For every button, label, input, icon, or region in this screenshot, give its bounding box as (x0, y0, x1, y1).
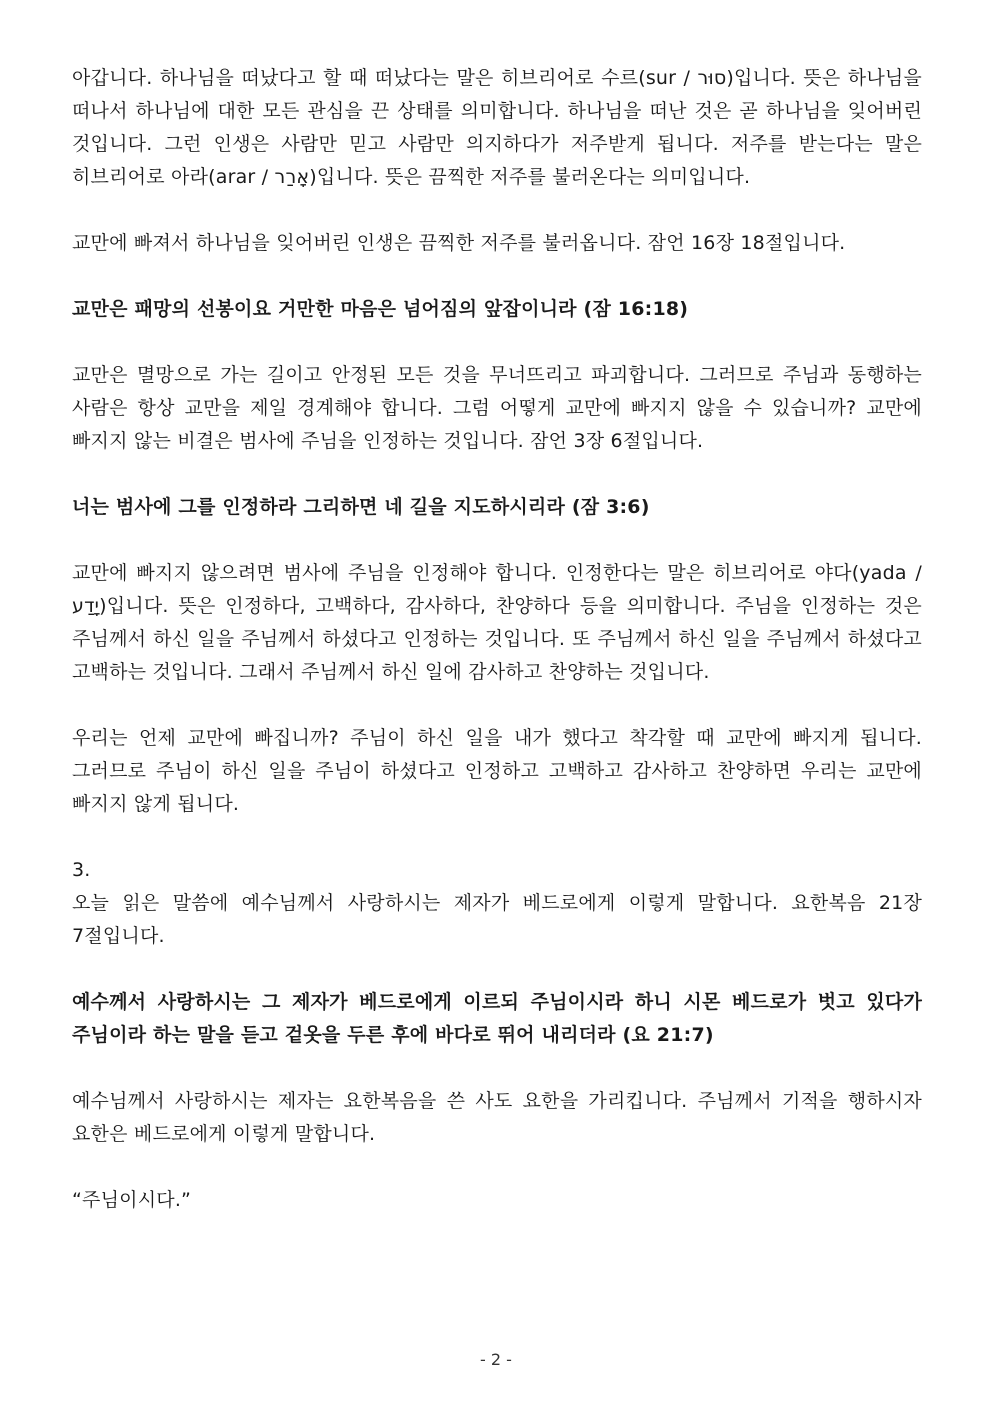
section-number: 3. (72, 859, 91, 881)
body-paragraph: 아갑니다. 하나님을 떠났다고 할 때 떠났다는 말은 히브리어로 수르(sur / סוּר)입니다. 뜻은 하나님을 떠나서 하나님에 대한 모든 관심을 끈 상태를 의미합니다. 하나님을 떠난 것은 곧 하나님을 잊어버린 것입니다. 그런 인생은 사람만 믿고 사람만 의지하다가 저주받게 됩니다. 저주를 받는다는 말은 히브리어로 아라(arar / אָרַר)입니다. 뜻은 끔찍한 저주를 불러온다는 의미입니다. (72, 67, 922, 188)
paragraph-gap (72, 458, 922, 491)
paragraph-gap (72, 194, 922, 227)
paragraph-gap (72, 1151, 922, 1184)
body-paragraph: 교만에 빠져서 하나님을 잊어버린 인생은 끔찍한 저주를 불러옵니다. 잠언 16장 18절입니다. (72, 232, 846, 254)
page-number: - 2 - (480, 1350, 512, 1369)
body-paragraph: 교만에 빠지지 않으려면 범사에 주님을 인정해야 합니다. 인정한다는 말은 히브리어로 야다(yada / יָדַע)입니다. 뜻은 인정하다, 고백하다, 감사하다, 찬양하다 등을 의미합니다. 주님을 인정하는 것은 주님께서 하신 일을 주님께서 하셨다고 인정하는 것입니다. 또 주님께서 하신 일을 주님께서 하셨다고 고백하는 것입니다. 그래서 주님께서 하신 일에 감사하고 찬양하는 것입니다. (72, 562, 922, 683)
body-paragraph: 우리는 언제 교만에 빠집니까? 주님이 하신 일을 내가 했다고 착각할 때 교만에 빠지게 됩니다. 그러므로 주님이 하신 일을 주님이 하셨다고 인정하고 고백하고 감사하고 찬양하면 우리는 교만에 빠지지 않게 됩니다. (72, 727, 922, 815)
quote-paragraph: “주님이시다.” (72, 1189, 192, 1211)
paragraph-gap (72, 689, 922, 722)
scripture-verse: 교만은 패망의 선봉이요 거만한 마음은 넘어짐의 앞잡이니라 (잠 16:18) (72, 298, 689, 320)
paragraph-gap (72, 326, 922, 359)
paragraph-gap (72, 260, 922, 293)
paragraph-gap (72, 524, 922, 557)
paragraph-gap (72, 1052, 922, 1085)
paragraph-gap (72, 821, 922, 854)
scripture-verse: 예수께서 사랑하시는 그 제자가 베드로에게 이르되 주님이시라 하니 시몬 베드로가 벗고 있다가 주님이라 하는 말을 듣고 겉옷을 두른 후에 바다로 뛰어 내리더라 (요 21:7) (72, 991, 922, 1046)
body-paragraph: 교만은 멸망으로 가는 길이고 안정된 모든 것을 무너뜨리고 파괴합니다. 그러므로 주님과 동행하는 사람은 항상 교만을 제일 경계해야 합니다. 그럼 어떻게 교만에 빠지지 않을 수 있습니까? 교만에 빠지지 않는 비결은 범사에 주님을 인정하는 것입니다. 잠언 3장 6절입니다. (72, 364, 922, 452)
body-paragraph: 오늘 읽은 말씀에 예수님께서 사랑하시는 제자가 베드로에게 이렇게 말합니다. 요한복음 21장 7절입니다. (72, 892, 922, 947)
document-page (72, 62, 922, 1217)
scripture-verse: 너는 범사에 그를 인정하라 그리하면 네 길을 지도하시리라 (잠 3:6) (72, 496, 650, 518)
body-paragraph: 예수님께서 사랑하시는 제자는 요한복음을 쓴 사도 요한을 가리킵니다. 주님께서 기적을 행하시자 요한은 베드로에게 이렇게 말합니다. (72, 1090, 922, 1145)
paragraph-gap (72, 953, 922, 986)
